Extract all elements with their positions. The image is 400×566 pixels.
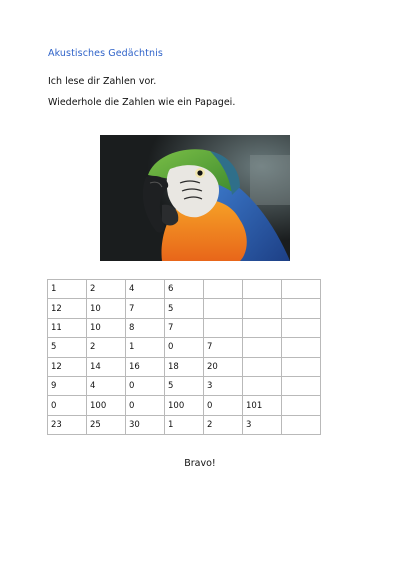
table-cell: 0	[126, 396, 165, 415]
table-cell: 25	[87, 415, 126, 434]
instruction-line-1: Ich lese dir Zahlen vor.	[48, 76, 157, 87]
table-row	[48, 338, 321, 357]
table-cell: 12	[48, 299, 87, 318]
table-cell: 7	[204, 338, 243, 357]
table-cell	[243, 376, 282, 395]
table-cell	[282, 338, 321, 357]
table-cell: 5	[48, 338, 87, 357]
table-cell	[282, 318, 321, 337]
table-row	[48, 280, 321, 299]
table-row	[48, 396, 321, 415]
table-cell	[243, 338, 282, 357]
table-cell: 6	[165, 280, 204, 299]
table-cell	[282, 396, 321, 415]
worksheet-title: Akustisches Gedächtnis	[48, 48, 163, 59]
table-cell: 9	[48, 376, 87, 395]
table-cell	[282, 415, 321, 434]
table-cell: 10	[87, 318, 126, 337]
table-cell: 18	[165, 357, 204, 376]
table-cell	[243, 357, 282, 376]
table-cell: 12	[48, 357, 87, 376]
table-cell: 5	[165, 299, 204, 318]
parrot-image	[100, 135, 290, 261]
table-cell	[243, 280, 282, 299]
table-cell: 3	[204, 376, 243, 395]
table-cell: 14	[87, 357, 126, 376]
table-cell: 101	[243, 396, 282, 415]
table-cell: 7	[126, 299, 165, 318]
table-cell: 4	[126, 280, 165, 299]
table-cell	[204, 280, 243, 299]
table-cell	[243, 299, 282, 318]
table-cell	[282, 357, 321, 376]
table-cell: 2	[87, 338, 126, 357]
table-cell: 11	[48, 318, 87, 337]
table-cell: 16	[126, 357, 165, 376]
table-cell: 1	[165, 415, 204, 434]
table-cell: 23	[48, 415, 87, 434]
table-row	[48, 415, 321, 434]
table-cell: 30	[126, 415, 165, 434]
table-cell: 3	[243, 415, 282, 434]
table-cell: 8	[126, 318, 165, 337]
table-cell: 100	[165, 396, 204, 415]
table-cell: 2	[204, 415, 243, 434]
table-cell: 4	[87, 376, 126, 395]
table-cell: 20	[204, 357, 243, 376]
parrot-photo	[100, 135, 290, 261]
closing-text: Bravo!	[184, 458, 216, 469]
table-cell	[282, 280, 321, 299]
table-cell: 1	[126, 338, 165, 357]
table-cell: 10	[87, 299, 126, 318]
table-cell: 5	[165, 376, 204, 395]
table-cell	[282, 299, 321, 318]
table-cell: 0	[48, 396, 87, 415]
table-cell: 100	[87, 396, 126, 415]
table-cell: 0	[204, 396, 243, 415]
table-cell	[282, 376, 321, 395]
table-cell: 0	[126, 376, 165, 395]
table-cell: 0	[165, 338, 204, 357]
table-row	[48, 318, 321, 337]
table-cell	[204, 299, 243, 318]
table-row	[48, 376, 321, 395]
instruction-line-2: Wiederhole die Zahlen wie ein Papagei.	[48, 97, 236, 108]
table-cell: 7	[165, 318, 204, 337]
table-row	[48, 299, 321, 318]
table-cell	[204, 318, 243, 337]
table-cell	[243, 318, 282, 337]
number-table	[47, 279, 321, 435]
table-cell: 2	[87, 280, 126, 299]
table-cell: 1	[48, 280, 87, 299]
table-row	[48, 357, 321, 376]
